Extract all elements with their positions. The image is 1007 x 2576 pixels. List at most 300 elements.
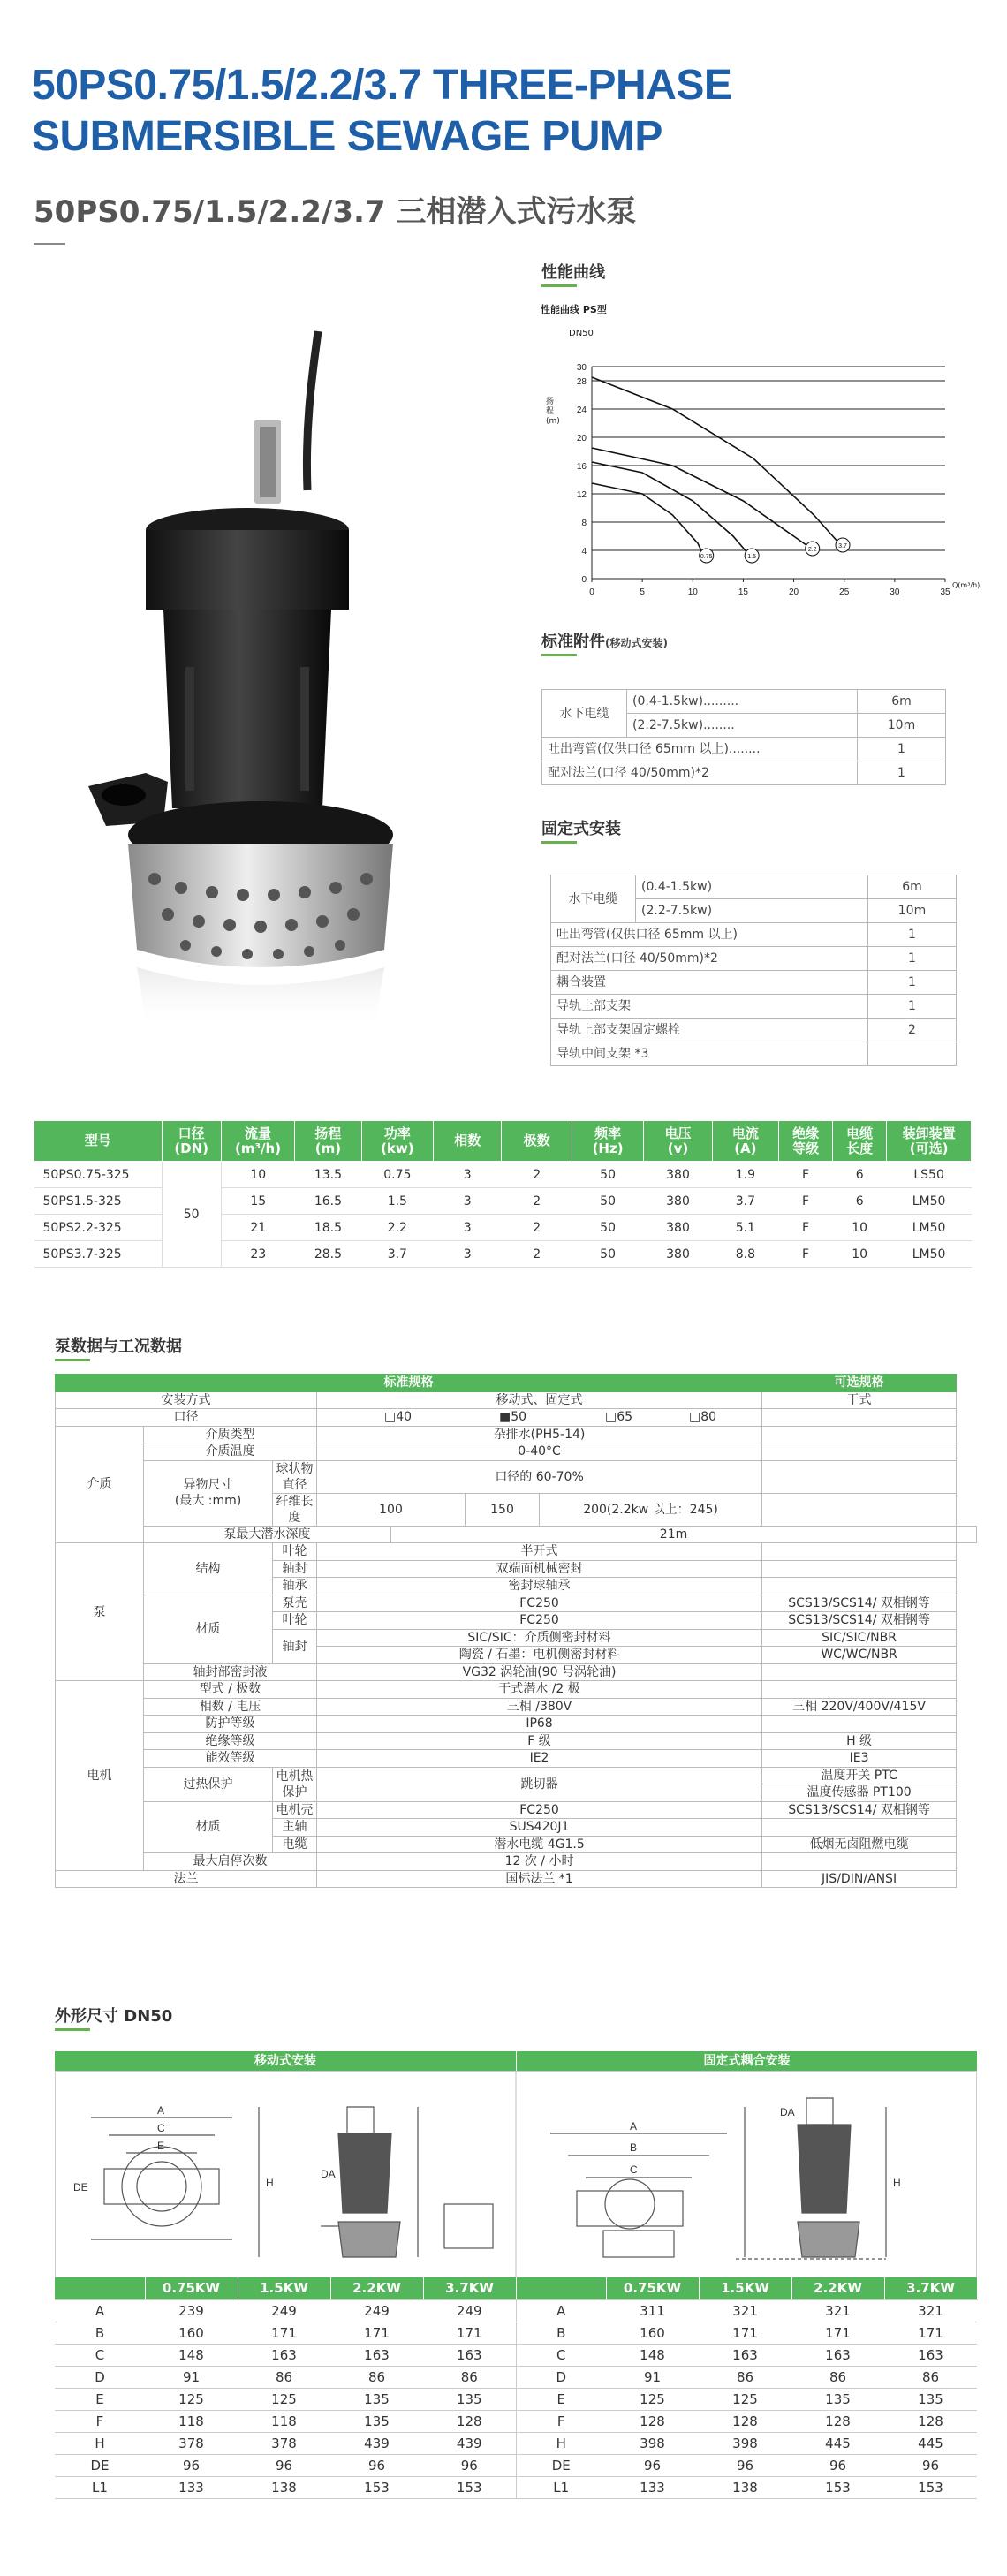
value: 21m: [391, 1526, 957, 1543]
page-title: 50PS0.75/1.5/2.2/3.7 THREE-PHASE SUBMERSIBLE SEWAGE PUMP: [32, 62, 732, 160]
table-cell: 118: [238, 2410, 330, 2432]
table-cell: L1: [516, 2476, 606, 2498]
table-cell: 378: [145, 2432, 238, 2454]
table-cell: 3: [434, 1162, 502, 1188]
table-cell: 23: [221, 1241, 294, 1268]
table-cell: 91: [606, 2366, 699, 2388]
value: 低烟无卤阻燃电缆: [762, 1836, 957, 1853]
table-cell: D: [55, 2366, 145, 2388]
row-label: 最大启停次数: [144, 1853, 317, 1871]
chart-xlabel: Q(m³/h): [952, 581, 980, 589]
table-cell: 133: [606, 2476, 699, 2498]
table-cell: 18.5: [295, 1215, 361, 1241]
table-cell: 171: [699, 2322, 791, 2344]
performance-chart: [548, 349, 963, 605]
table-cell: 50: [162, 1162, 221, 1268]
row-label: 泵壳: [273, 1595, 317, 1612]
col-header: 3.7KW: [423, 2277, 516, 2299]
value: 移动式、固定式: [317, 1391, 762, 1409]
table-cell: 1: [868, 947, 957, 971]
dims-fixed-header: 固定式耦合安装: [516, 2051, 977, 2071]
table-cell: 133: [145, 2476, 238, 2498]
table-cell: 10m: [858, 714, 946, 738]
series-label: 1.5: [747, 554, 757, 560]
table-cell: 50: [572, 1241, 643, 1268]
dim-letter: DE: [73, 2181, 88, 2193]
table-cell: 6: [833, 1162, 887, 1188]
table-cell: E: [55, 2388, 145, 2410]
table-cell: 5.1: [712, 1215, 778, 1241]
table-cell: 50PS1.5-325: [34, 1188, 163, 1215]
col-header: 极数: [502, 1121, 572, 1162]
table-row: [551, 923, 957, 947]
value: IE3: [762, 1750, 957, 1768]
dims-mobile-header: 移动式安装: [254, 2054, 316, 2068]
y-tick-label: 4: [581, 547, 587, 557]
col-header: 相数: [434, 1121, 502, 1162]
table-cell: F: [55, 2410, 145, 2432]
table-row: [542, 738, 946, 761]
table-cell: 148: [145, 2344, 238, 2366]
table-cell: 96: [423, 2454, 516, 2476]
table-cell: 10m: [868, 899, 957, 923]
table-cell: 3: [434, 1188, 502, 1215]
table-cell: 6: [833, 1188, 887, 1215]
value: SCS13/SCS14/ 双相钢等: [762, 1612, 957, 1630]
std-acc-title: 标准附件: [541, 633, 605, 651]
dims-title: 外形尺寸 DN50: [55, 2007, 173, 2026]
dim-letter: C: [630, 2163, 638, 2176]
table-cell: 171: [238, 2322, 330, 2344]
table-row: [55, 2344, 977, 2366]
dims-table: [55, 2277, 978, 2499]
dimension-drawing: [56, 2072, 976, 2277]
value: SCS13/SCS14/ 双相钢等: [762, 1595, 957, 1612]
label-text: 异物尺寸: [183, 1478, 233, 1492]
table-cell: 125: [606, 2388, 699, 2410]
label-text: (最大 :mm): [174, 1494, 242, 1508]
table-row: [55, 2410, 977, 2432]
curve-series-line: [592, 448, 809, 547]
curve-section-title: 性能曲线: [541, 263, 605, 282]
col-header: 可选规格: [762, 1375, 957, 1392]
fix-acc-title: 固定式安装: [541, 820, 621, 838]
table-cell: 249: [423, 2299, 516, 2322]
table-cell: 135: [330, 2410, 423, 2432]
col-header: 电缆 长度: [833, 1121, 887, 1162]
table-cell: C: [55, 2344, 145, 2366]
row-label: 型式 / 极数: [144, 1681, 317, 1699]
std-acc-table: [541, 689, 946, 785]
table-cell: 1: [858, 738, 946, 761]
table-row: [55, 2476, 977, 2498]
table-cell: 153: [423, 2476, 516, 2498]
value: IE2: [317, 1750, 762, 1768]
table-row: [55, 2366, 977, 2388]
table-cell: 10: [221, 1162, 294, 1188]
table-cell: 380: [644, 1162, 712, 1188]
dim-letter: DA: [780, 2106, 795, 2118]
table-cell: A: [55, 2299, 145, 2322]
table-cell: 8.8: [712, 1241, 778, 1268]
y-tick-label: 0: [581, 575, 587, 585]
value: 温度传感器 PT100: [762, 1784, 957, 1802]
dim-letter: A: [157, 2104, 165, 2117]
table-cell: 2: [502, 1215, 572, 1241]
value: 口径的 60-70%: [317, 1460, 762, 1493]
table-cell: 13.5: [295, 1162, 361, 1188]
value: 150: [466, 1493, 540, 1526]
table-cell: 86: [699, 2366, 791, 2388]
table-cell: 445: [884, 2432, 977, 2454]
value: 0-40°C: [317, 1443, 762, 1461]
value: F 级: [317, 1732, 762, 1750]
table-cell: 水下电缆: [542, 690, 627, 738]
table-cell: (0.4-1.5kw).........: [627, 690, 858, 714]
value: SUS420J1: [317, 1819, 762, 1837]
table-cell: (2.2-7.5kw): [636, 899, 868, 923]
row-label: 电缆: [273, 1836, 317, 1853]
table-cell: 311: [606, 2299, 699, 2322]
series-label: 3.7: [838, 543, 847, 549]
table-cell: 380: [644, 1215, 712, 1241]
table-cell: 1.5: [361, 1188, 433, 1215]
y-tick-label: 16: [576, 462, 587, 472]
table-cell: 配对法兰(口径 40/50mm)*2: [551, 947, 868, 971]
value: 干式潜水 /2 极: [317, 1681, 762, 1699]
table-cell: 6m: [868, 875, 957, 899]
col-header: 0.75KW: [606, 2277, 699, 2299]
table-cell: 1: [868, 995, 957, 1019]
table-cell: 171: [791, 2322, 884, 2344]
table-cell: 吐出弯管(仅供口径 65mm 以上): [551, 923, 868, 947]
table-cell: 125: [145, 2388, 238, 2410]
table-cell: 16.5: [295, 1188, 361, 1215]
table-cell: 148: [606, 2344, 699, 2366]
table-cell: 439: [423, 2432, 516, 2454]
row-label: 主轴: [273, 1819, 317, 1837]
group-label: 介质: [56, 1426, 144, 1543]
table-cell: B: [55, 2322, 145, 2344]
table-cell: 171: [330, 2322, 423, 2344]
table-cell: 153: [791, 2476, 884, 2498]
table-cell: 321: [791, 2299, 884, 2322]
table-cell: H: [516, 2432, 606, 2454]
table-cell: 249: [238, 2299, 330, 2322]
value: 潜水电缆 4G1.5: [317, 1836, 762, 1853]
table-cell: F: [779, 1241, 833, 1268]
value: 跳切器: [317, 1767, 762, 1801]
dims-header: [55, 2051, 977, 2071]
value: 三相 /380V: [317, 1698, 762, 1716]
table-cell: 163: [238, 2344, 330, 2366]
chart-dn-label: DN50: [569, 329, 594, 338]
curve-series-line: [592, 462, 748, 554]
dims-drawings: [55, 2071, 977, 2277]
table-cell: 439: [330, 2432, 423, 2454]
value: 三相 220V/400V/415V: [762, 1698, 957, 1716]
table-cell: 导轨中间支架 *3: [551, 1042, 868, 1066]
fix-acc-table: [550, 875, 957, 1066]
row-label: 叶轮: [273, 1612, 317, 1630]
table-cell: 0.75: [361, 1162, 433, 1188]
table-cell: 96: [791, 2454, 884, 2476]
table-row: [551, 995, 957, 1019]
table-cell: DE: [55, 2454, 145, 2476]
table-cell: F: [779, 1162, 833, 1188]
table-cell: 239: [145, 2299, 238, 2322]
table-cell: 50: [572, 1215, 643, 1241]
table-cell: 3: [434, 1215, 502, 1241]
dim-letter: H: [893, 2177, 901, 2189]
row-label: 电机热保护: [273, 1767, 317, 1801]
row-label: 能效等级: [144, 1750, 317, 1768]
table-cell: E: [516, 2388, 606, 2410]
table-row: [551, 947, 957, 971]
table-cell: LM50: [887, 1241, 972, 1268]
table-cell: 398: [699, 2432, 791, 2454]
y-tick-label: 28: [576, 377, 587, 387]
table-cell: 86: [238, 2366, 330, 2388]
table-cell: D: [516, 2366, 606, 2388]
table-cell: 380: [644, 1188, 712, 1215]
table-cell: 配对法兰(口径 40/50mm)*2: [542, 761, 858, 785]
header-blank: [516, 2277, 606, 2299]
curve-series-line: [592, 377, 839, 543]
table-cell: H: [55, 2432, 145, 2454]
table-cell: 125: [699, 2388, 791, 2410]
table-row: [55, 2388, 977, 2410]
caliber-option: □40: [384, 1410, 413, 1425]
x-tick-label: 0: [589, 587, 594, 597]
value: 干式: [762, 1391, 957, 1409]
table-cell: 125: [238, 2388, 330, 2410]
x-tick-label: 20: [789, 587, 799, 597]
value: 密封球轴承: [317, 1578, 762, 1595]
row-label: 轴封: [273, 1560, 317, 1578]
col-header: 2.2KW: [791, 2277, 884, 2299]
table-cell: 163: [884, 2344, 977, 2366]
pump-data-title: 泵数据与工况数据: [55, 1337, 182, 1356]
table-cell: 水下电缆: [551, 875, 636, 923]
x-tick-label: 25: [839, 587, 850, 597]
table-cell: 86: [884, 2366, 977, 2388]
col-header: 2.2KW: [330, 2277, 423, 2299]
table-cell: B: [516, 2322, 606, 2344]
table-cell: 86: [330, 2366, 423, 2388]
table-cell: 398: [606, 2432, 699, 2454]
value: VG32 涡轮油(90 号涡轮油): [317, 1663, 762, 1681]
dim-letter: C: [157, 2122, 165, 2134]
table-cell: 2: [868, 1019, 957, 1042]
table-row: [542, 690, 946, 714]
table-cell: 138: [238, 2476, 330, 2498]
table-cell: 10: [833, 1215, 887, 1241]
col-header: 功率 (kw): [361, 1121, 433, 1162]
value: 陶瓷 / 石墨：电机侧密封材料: [317, 1647, 762, 1664]
table-cell: 50PS2.2-325: [34, 1215, 163, 1241]
col-header: 扬程 (m): [295, 1121, 361, 1162]
table-cell: 21: [221, 1215, 294, 1241]
pump-data-table: [55, 1374, 977, 1888]
value: IP68: [317, 1716, 762, 1733]
value: 200(2.2kw 以上：245): [540, 1493, 762, 1526]
table-cell: 96: [145, 2454, 238, 2476]
x-tick-label: 30: [890, 587, 900, 597]
section-underline: [541, 841, 577, 844]
table-cell: 249: [330, 2299, 423, 2322]
table-row: [34, 1162, 972, 1188]
table-cell: L1: [55, 2476, 145, 2498]
section-underline: [541, 284, 577, 287]
row-label: 材质: [144, 1801, 273, 1853]
table-cell: 378: [238, 2432, 330, 2454]
row-label: 轴封: [273, 1629, 317, 1663]
value: FC250: [317, 1595, 762, 1612]
caliber-options: [317, 1409, 762, 1427]
table-cell: 50PS3.7-325: [34, 1241, 163, 1268]
table-cell: A: [516, 2299, 606, 2322]
row-label: 绝缘等级: [144, 1732, 317, 1750]
table-row: [55, 2454, 977, 2476]
col-header: 电流 (A): [712, 1121, 778, 1162]
table-cell: 135: [884, 2388, 977, 2410]
table-cell: 163: [330, 2344, 423, 2366]
series-label: 2.2: [807, 547, 817, 553]
table-cell: 321: [699, 2299, 791, 2322]
table-cell: 135: [791, 2388, 884, 2410]
caliber-option: ■50: [499, 1410, 527, 1425]
group-label: 泵: [56, 1543, 144, 1681]
y-tick-label: 8: [581, 519, 587, 528]
row-label: 结构: [144, 1543, 273, 1595]
table-cell: 15: [221, 1188, 294, 1215]
row-label: 泵最大潜水深度: [144, 1526, 391, 1543]
table-cell: 128: [699, 2410, 791, 2432]
col-header: 流量 (m³/h): [221, 1121, 294, 1162]
table-cell: 2.2: [361, 1215, 433, 1241]
table-header-row: [55, 2277, 977, 2299]
dim-letter: B: [630, 2141, 638, 2154]
table-cell: 160: [145, 2322, 238, 2344]
table-cell: 163: [423, 2344, 516, 2366]
y-tick-label: 12: [576, 490, 587, 500]
value: 温度开关 PTC: [762, 1767, 957, 1784]
value: 双端面机械密封: [317, 1560, 762, 1578]
value: SCS13/SCS14/ 双相钢等: [762, 1801, 957, 1819]
std-acc-heading: [541, 629, 668, 652]
table-cell: 128: [606, 2410, 699, 2432]
table-cell: 50: [572, 1188, 643, 1215]
page-subtitle: 50PS0.75/1.5/2.2/3.7 三相潜入式污水泵: [34, 194, 637, 230]
title-divider: [34, 243, 65, 245]
table-cell: 96: [884, 2454, 977, 2476]
value: JIS/DIN/ANSI: [762, 1870, 957, 1888]
x-tick-label: 5: [640, 587, 645, 597]
col-header: 频率 (Hz): [572, 1121, 643, 1162]
table-cell: 321: [884, 2299, 977, 2322]
table-cell: 171: [423, 2322, 516, 2344]
table-row: [55, 2432, 977, 2454]
col-header: 3.7KW: [884, 2277, 977, 2299]
table-cell: 128: [884, 2410, 977, 2432]
row-label: 电机壳: [273, 1801, 317, 1819]
col-header: 1.5KW: [699, 2277, 791, 2299]
table-cell: C: [516, 2344, 606, 2366]
table-cell: 导轨上部支架: [551, 995, 868, 1019]
header-blank: [55, 2277, 145, 2299]
x-tick-label: 10: [687, 587, 698, 597]
table-cell: 163: [699, 2344, 791, 2366]
col-header: 装卸装置 (可选): [887, 1121, 972, 1162]
table-cell: 2: [502, 1188, 572, 1215]
x-tick-label: 35: [940, 587, 950, 597]
table-cell: 6m: [858, 690, 946, 714]
table-cell: 160: [606, 2322, 699, 2344]
table-cell: 96: [330, 2454, 423, 2476]
table-cell: 3.7: [361, 1241, 433, 1268]
caliber-option: □80: [689, 1410, 717, 1425]
row-label: 材质: [144, 1595, 273, 1663]
y-tick-label: 30: [576, 363, 587, 373]
table-cell: 吐出弯管(仅供口径 65mm 以上)........: [542, 738, 858, 761]
dim-letter: H: [266, 2177, 274, 2189]
col-header: 0.75KW: [145, 2277, 238, 2299]
table-cell: 153: [884, 2476, 977, 2498]
std-acc-subtitle: (移动式安装): [605, 637, 668, 649]
table-row: [551, 1042, 957, 1066]
row-label: 轴承: [273, 1578, 317, 1595]
table-cell: 138: [699, 2476, 791, 2498]
row-label: 轴封部密封液: [144, 1663, 317, 1681]
table-cell: 86: [423, 2366, 516, 2388]
table-row: [551, 971, 957, 995]
table-cell: [868, 1042, 957, 1066]
table-cell: 96: [606, 2454, 699, 2476]
table-cell: 135: [330, 2388, 423, 2410]
col-header: 绝缘 等级: [779, 1121, 833, 1162]
value: H 级: [762, 1732, 957, 1750]
table-cell: (0.4-1.5kw): [636, 875, 868, 899]
x-tick-label: 15: [738, 587, 748, 597]
table-cell: 128: [423, 2410, 516, 2432]
table-cell: 163: [791, 2344, 884, 2366]
row-label: 防护等级: [144, 1716, 317, 1733]
value: SIC/SIC：介质侧密封材料: [317, 1629, 762, 1647]
table-cell: 28.5: [295, 1241, 361, 1268]
table-row: [542, 761, 946, 785]
table-cell: 91: [145, 2366, 238, 2388]
value: WC/WC/NBR: [762, 1647, 957, 1664]
model-spec-table: [34, 1120, 972, 1268]
table-row: [551, 875, 957, 899]
table-cell: 1: [868, 923, 957, 947]
row-label: 法兰: [56, 1870, 317, 1888]
col-header: 电压 (v): [644, 1121, 712, 1162]
table-cell: 导轨上部支架固定螺栓: [551, 1019, 868, 1042]
row-label: 相数 / 电压: [144, 1698, 317, 1716]
table-row: [551, 1019, 957, 1042]
table-cell: 135: [423, 2388, 516, 2410]
dim-letter: DA: [321, 2168, 336, 2180]
row-label: [144, 1460, 273, 1526]
dim-letter: A: [630, 2120, 638, 2133]
chart-ylabel: 扬程(m): [546, 398, 560, 426]
table-cell: 380: [644, 1241, 712, 1268]
table-cell: 86: [791, 2366, 884, 2388]
value: 国标法兰 *1: [317, 1870, 762, 1888]
chart-caption: 性能曲线 PS型: [541, 304, 607, 315]
